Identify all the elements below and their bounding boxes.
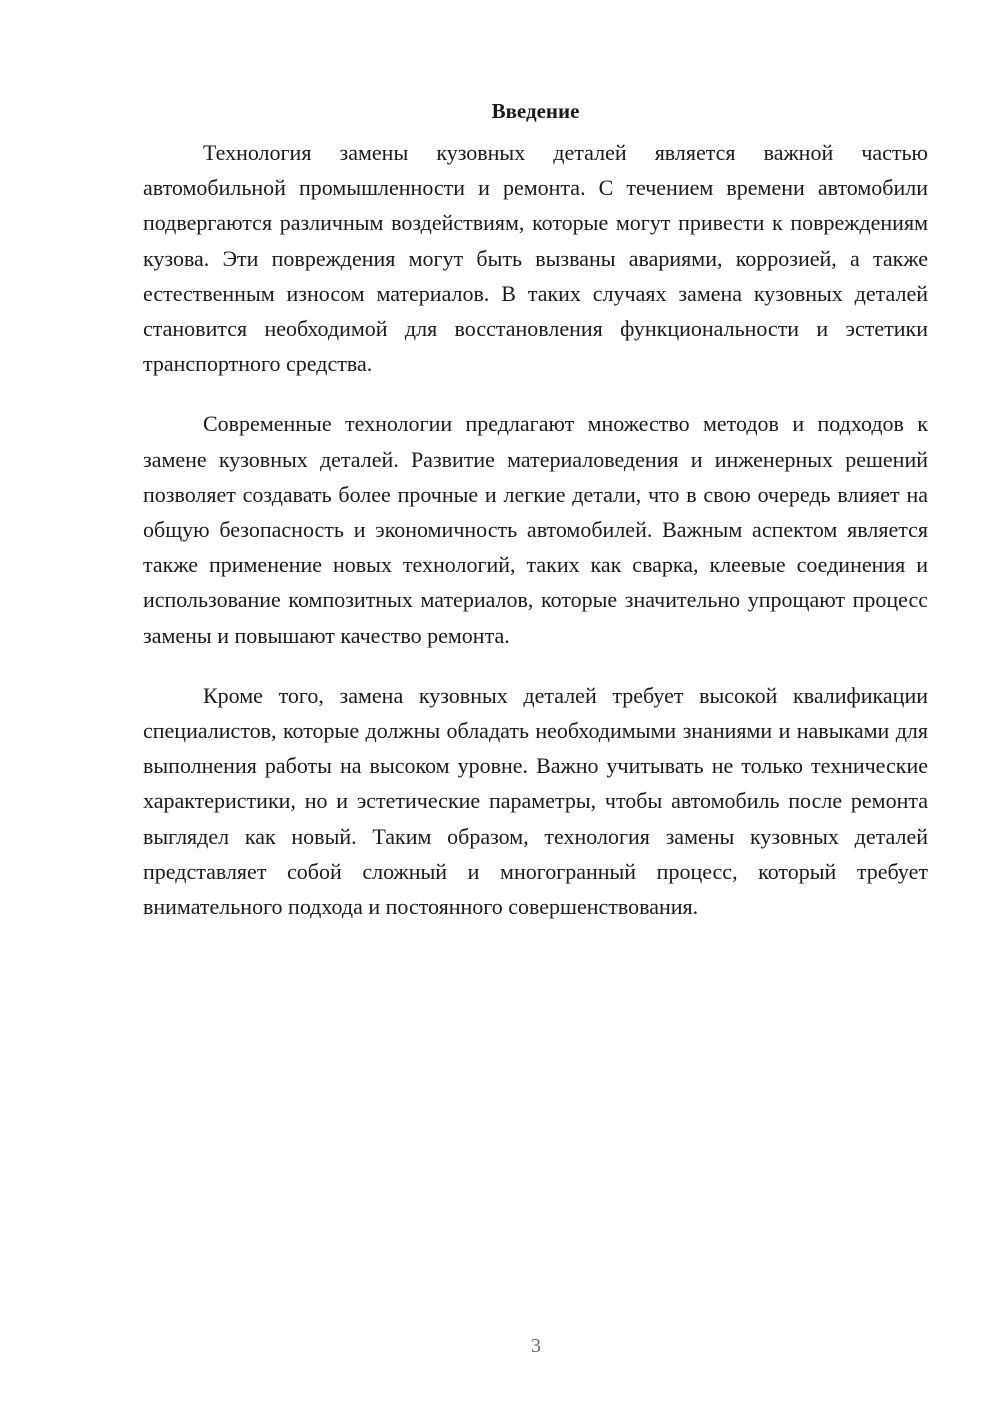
- paragraph-3: Кроме того, замена кузовных деталей требует высокой квалификации специалистов, которые должны обладать необходимыми знаниями и навыками для выполнения работы на высоком уровне. Важно учитывать не только технические характеристики, но и эстетические параметры, чтобы автомобиль после ремонта выглядел как новый. Таким образом, технология замены кузовных деталей представляет собой сложный и многогранный процесс, который требует внимательного подхода и постоянного совершенствования.: [143, 682, 928, 920]
- section-title: Введение: [491, 99, 580, 123]
- paragraph-2: Современные технологии предлагают множество методов и подходов к замене кузовных деталей. Развитие материаловедения и инженерных решений позволяет создавать более прочные и легкие детали, что в свою очередь влияет на общую безопасность и экономичность автомобилей. Важным аспектом является также применение новых технологий, таких как сварка, клеевые соединения и использование композитных материалов, которые значительно упрощают процесс замены и повышают качество ремонта.: [143, 411, 928, 648]
- page-content: [143, 96, 928, 949]
- paragraph-1: Технология замены кузовных деталей является важной частью автомобильной промышленности и ремонта. С течением времени автомобили подвергаются различным воздействиям, которые могут привести к повреждениям кузова. Эти повреждения могут быть вызваны авариями, коррозией, а также естественным износом материалов. В таких случаях замена кузовных деталей становится необходимой для восстановления функциональности и эстетики транспортного средства.: [143, 140, 928, 377]
- page-number: 3: [531, 1335, 541, 1357]
